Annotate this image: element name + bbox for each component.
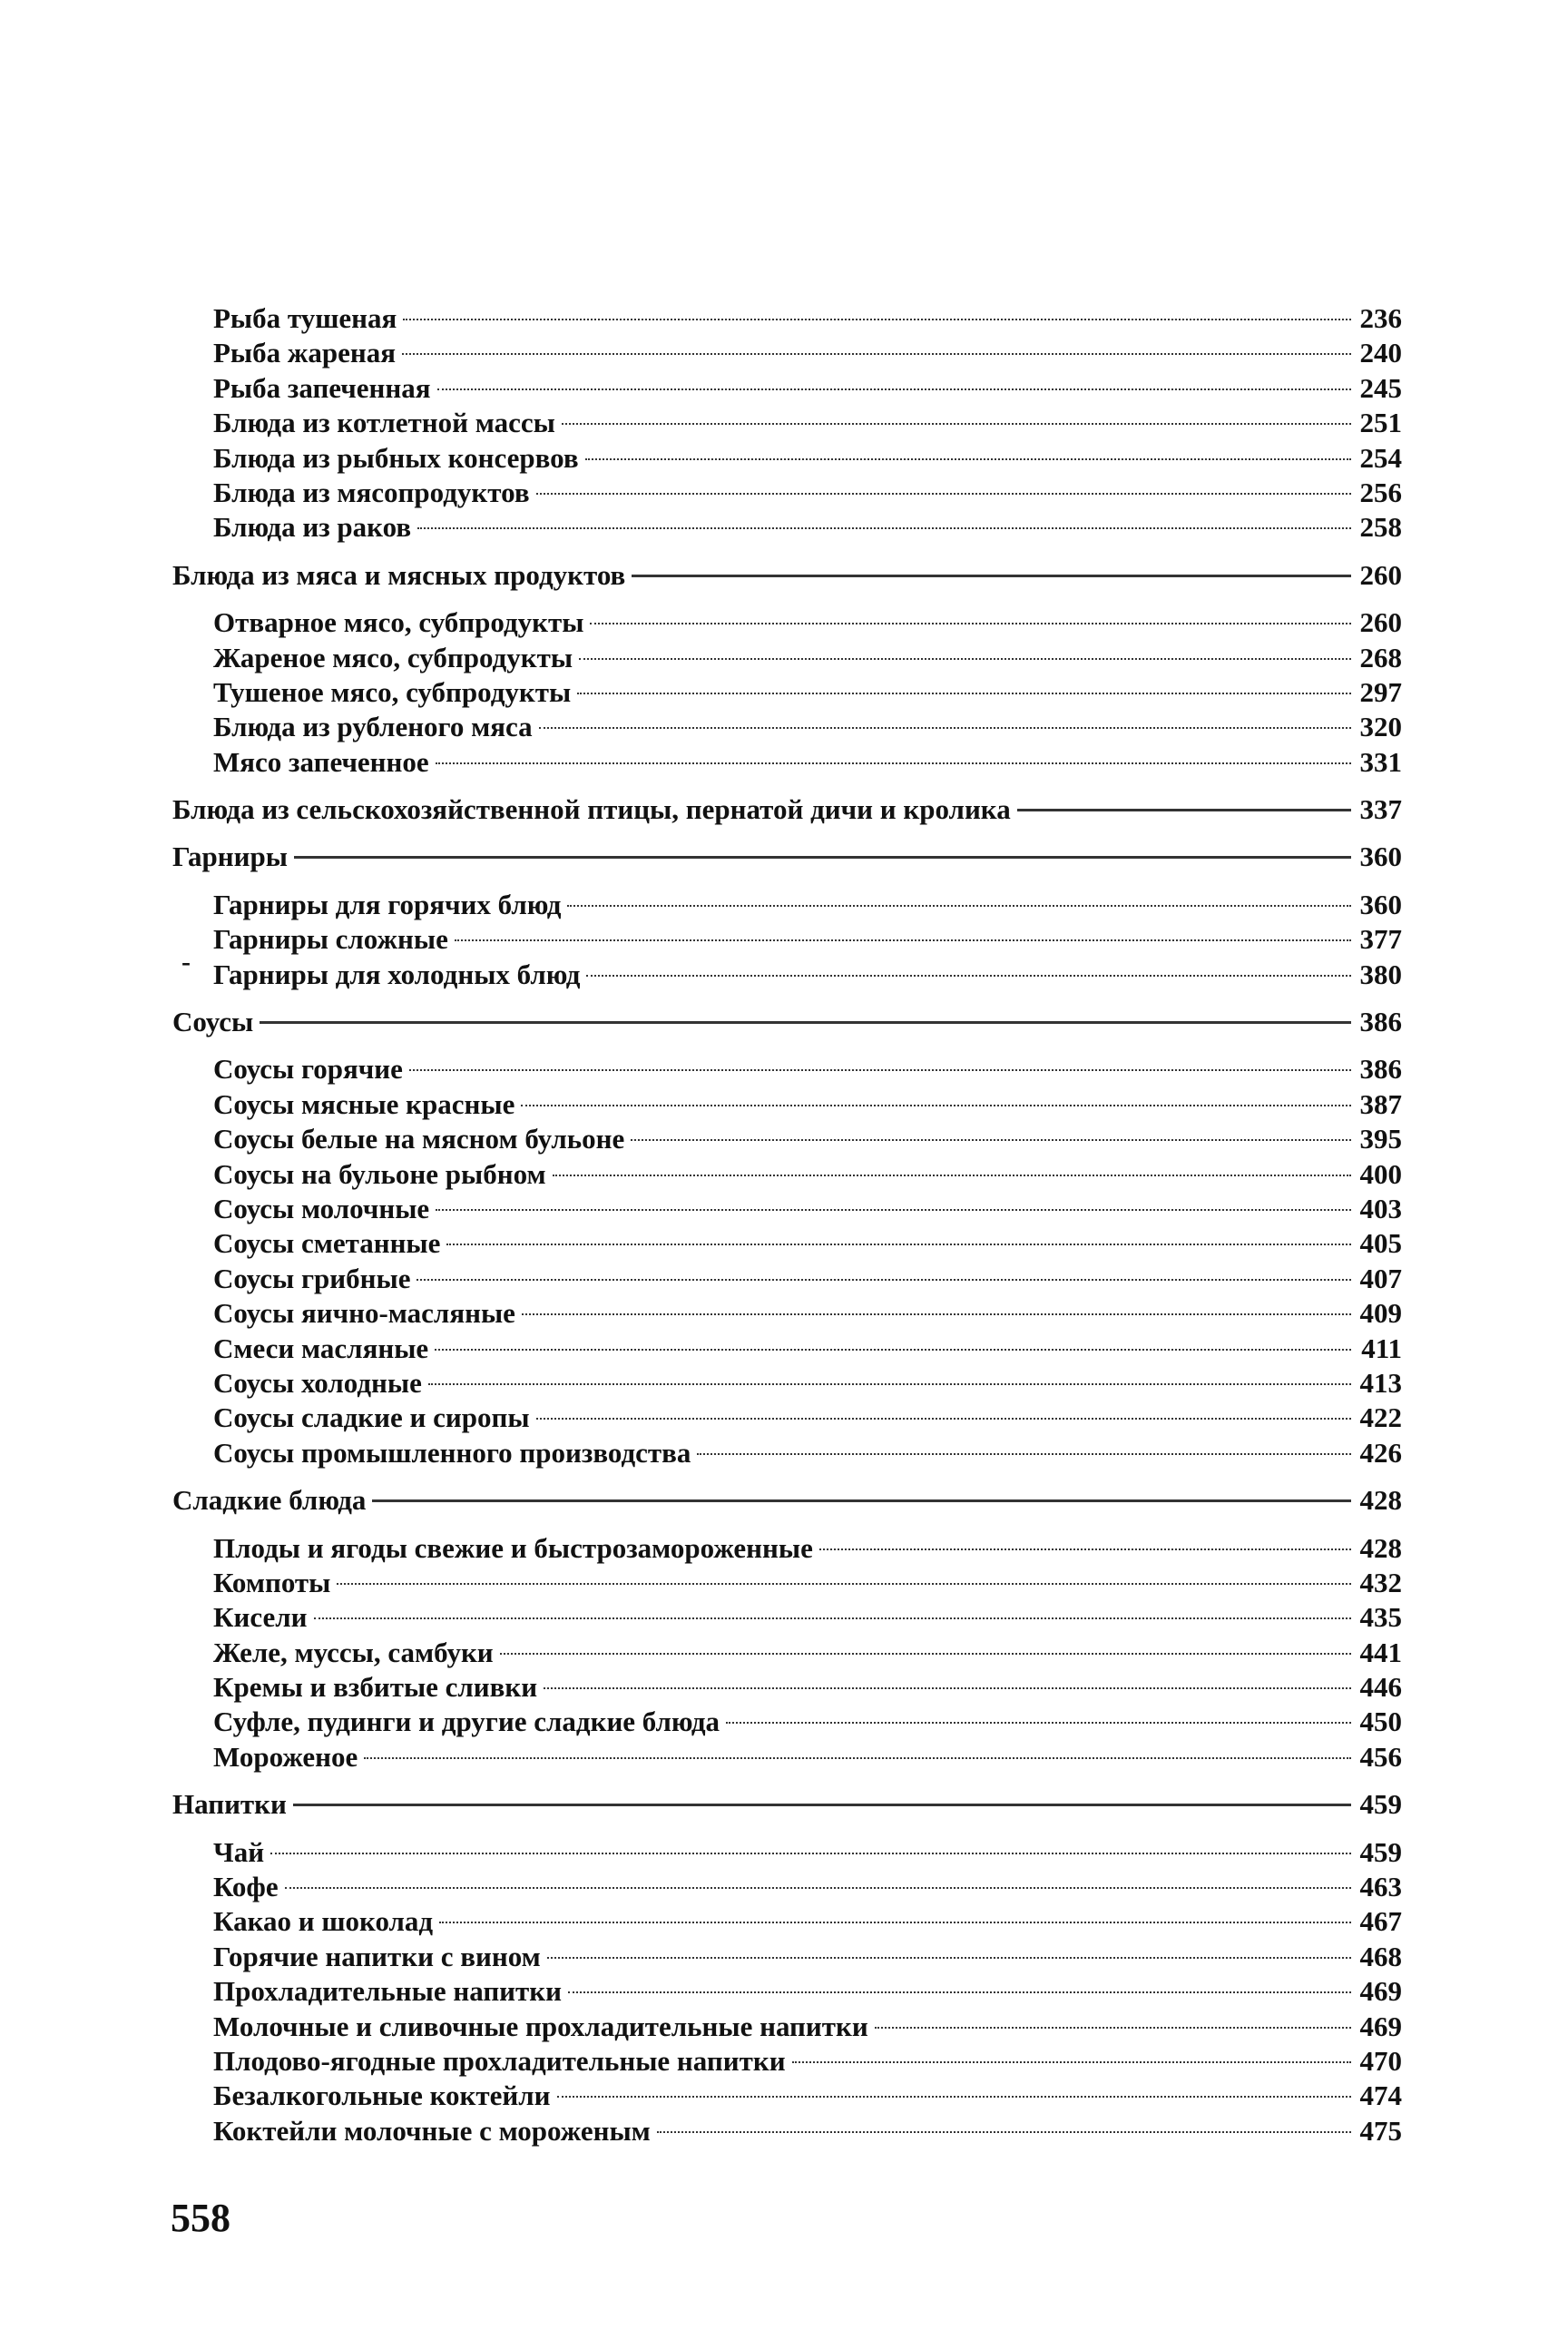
toc-section-entry xyxy=(172,1787,1402,1822)
toc-entry-title: Безалкогольные коктейли xyxy=(213,2079,551,2112)
toc-subsection-entry xyxy=(172,1436,1402,1470)
toc-entry-page: 260 xyxy=(1359,558,1402,591)
toc-entry-title: Соусы грибные xyxy=(213,1262,411,1294)
dot-leader xyxy=(293,1804,1351,1806)
dot-leader xyxy=(792,2061,1351,2063)
dot-leader xyxy=(536,1418,1351,1420)
toc-entry-title: Гарниры для горячих блюд xyxy=(213,888,562,920)
toc-subsection-entry xyxy=(172,2079,1402,2113)
dot-leader xyxy=(632,575,1351,577)
toc-entry-title: Прохладительные напитки xyxy=(213,1975,562,2008)
toc-subsection-entry xyxy=(172,1052,1402,1086)
toc-entry-page: 470 xyxy=(1359,2044,1402,2077)
toc-entry-title: Отварное мясо, субпродукты xyxy=(213,606,584,639)
toc-subsection-entry xyxy=(172,888,1402,922)
toc-entry-title: Соусы сметанные xyxy=(213,1227,441,1260)
dot-leader xyxy=(294,856,1351,859)
toc-entry-title: Напитки xyxy=(172,1788,287,1821)
dot-leader xyxy=(697,1453,1351,1455)
toc-entry-title: Коктейли молочные с мороженым xyxy=(213,2114,651,2147)
toc-entry-title: Блюда из сельскохозяйственной птицы, пернатой дичи и кролика xyxy=(172,793,1011,826)
toc-entry-page: 360 xyxy=(1359,888,1402,920)
toc-entry-page: 337 xyxy=(1359,793,1402,826)
dot-leader xyxy=(446,1244,1351,1245)
dot-leader xyxy=(819,1548,1351,1550)
toc-subsection-entry xyxy=(172,1740,1402,1775)
toc-section-entry xyxy=(172,1483,1402,1518)
dot-leader xyxy=(1017,809,1351,811)
toc-entry-title: Суфле, пудинги и другие сладкие блюда xyxy=(213,1706,720,1738)
dot-leader xyxy=(436,1209,1351,1211)
toc-entry-title: Соусы белые на мясном бульоне xyxy=(213,1123,625,1155)
dot-leader xyxy=(547,1957,1351,1959)
toc-entry-title: Тушеное мясо, субпродукты xyxy=(213,675,572,708)
dot-leader xyxy=(439,1922,1351,1923)
toc-entry-page: 456 xyxy=(1359,1740,1402,1773)
toc-entry-page: 446 xyxy=(1359,1671,1402,1704)
toc-entry-page: 432 xyxy=(1359,1566,1402,1598)
dot-leader xyxy=(586,975,1351,977)
toc-entry-page: 474 xyxy=(1359,2079,1402,2112)
table-of-contents xyxy=(172,301,1402,2148)
toc-entry-page: 360 xyxy=(1359,841,1402,873)
toc-subsection-entry xyxy=(172,1262,1402,1296)
toc-subsection-entry xyxy=(172,510,1402,545)
toc-entry-page: 435 xyxy=(1359,1601,1402,1634)
toc-entry-title: Блюда из раков xyxy=(213,511,412,544)
toc-subsection-entry xyxy=(172,476,1402,510)
toc-entry-page: 441 xyxy=(1359,1636,1402,1668)
dot-leader xyxy=(285,1887,1351,1889)
toc-entry-page: 256 xyxy=(1359,476,1402,508)
toc-entry-title: Блюда из рубленого мяса xyxy=(213,711,533,743)
toc-entry-page: 380 xyxy=(1359,958,1402,990)
dot-leader xyxy=(585,458,1351,460)
toc-entry-page: 459 xyxy=(1359,1788,1402,1821)
toc-entry-title: Кофе xyxy=(213,1871,279,1903)
toc-entry-page: 422 xyxy=(1359,1401,1402,1434)
toc-subsection-entry xyxy=(172,710,1402,744)
toc-entry-page: 240 xyxy=(1359,337,1402,369)
toc-entry-page: 411 xyxy=(1361,1332,1402,1364)
toc-entry-title: Мороженое xyxy=(213,1740,358,1773)
toc-subsection-entry xyxy=(172,371,1402,406)
dot-leader xyxy=(539,727,1351,729)
toc-entry-title: Соусы xyxy=(172,1006,254,1038)
dot-leader xyxy=(403,319,1351,320)
dot-leader xyxy=(417,527,1351,529)
toc-entry-page: 320 xyxy=(1359,711,1402,743)
toc-entry-title: Горячие напитки с вином xyxy=(213,1940,541,1972)
toc-entry-title: Соусы промышленного производства xyxy=(213,1436,691,1469)
toc-subsection-entry xyxy=(172,336,1402,370)
toc-section-entry xyxy=(172,792,1402,827)
toc-entry-title: Гарниры xyxy=(172,841,288,873)
toc-entry-title: Кисели xyxy=(213,1601,308,1634)
toc-subsection-entry xyxy=(172,1122,1402,1156)
toc-section-entry xyxy=(172,1005,1402,1039)
toc-entry-page: 409 xyxy=(1359,1297,1402,1330)
toc-entry-title: Соусы холодные xyxy=(213,1366,422,1399)
toc-subsection-entry xyxy=(172,1670,1402,1705)
toc-entry-title: Плодово-ягодные прохладительные напитки xyxy=(213,2044,786,2077)
toc-entry-page: 459 xyxy=(1359,1835,1402,1868)
toc-subsection-entry xyxy=(172,922,1402,957)
toc-entry-page: 251 xyxy=(1359,407,1402,439)
toc-entry-page: 245 xyxy=(1359,371,1402,404)
toc-entry-page: 475 xyxy=(1359,2114,1402,2147)
toc-subsection-entry xyxy=(172,406,1402,440)
toc-entry-title: Соусы на бульоне рыбном xyxy=(213,1157,546,1190)
page-number: 558 xyxy=(171,2196,230,2240)
toc-subsection-entry xyxy=(172,1366,1402,1401)
dot-leader xyxy=(402,353,1351,355)
toc-subsection-entry xyxy=(172,1296,1402,1331)
toc-subsection-entry xyxy=(172,1870,1402,1904)
dot-leader xyxy=(416,1279,1351,1281)
toc-entry-page: 377 xyxy=(1359,923,1402,956)
toc-entry-title: Мясо запеченное xyxy=(213,745,429,778)
dot-leader xyxy=(577,693,1351,694)
toc-entry-title: Рыба запеченная xyxy=(213,371,431,404)
toc-entry-page: 268 xyxy=(1359,641,1402,673)
dot-leader xyxy=(260,1021,1351,1024)
margin-mark: - xyxy=(181,947,191,977)
toc-entry-title: Соусы горячие xyxy=(213,1053,403,1086)
dot-leader xyxy=(536,493,1351,495)
toc-entry-title: Плоды и ягоды свежие и быстрозамороженные xyxy=(213,1531,813,1564)
toc-entry-title: Жареное мясо, субпродукты xyxy=(213,641,573,673)
dot-leader xyxy=(314,1617,1352,1619)
toc-entry-title: Смеси масляные xyxy=(213,1332,429,1364)
toc-entry-title: Рыба тушеная xyxy=(213,302,397,334)
toc-subsection-entry xyxy=(172,301,1402,336)
toc-entry-title: Чай xyxy=(213,1835,265,1868)
dot-leader xyxy=(337,1583,1351,1585)
toc-entry-page: 469 xyxy=(1359,1975,1402,2008)
dot-leader xyxy=(435,1349,1351,1351)
toc-entry-page: 386 xyxy=(1359,1006,1402,1038)
dot-leader xyxy=(521,1105,1351,1106)
toc-subsection-entry xyxy=(172,675,1402,710)
toc-subsection-entry xyxy=(172,1401,1402,1435)
toc-entry-title: Блюда из мяса и мясных продуктов xyxy=(172,558,626,591)
dot-leader xyxy=(437,388,1351,390)
toc-entry-page: 426 xyxy=(1359,1436,1402,1469)
toc-entry-title: Сладкие блюда xyxy=(172,1484,367,1517)
dot-leader xyxy=(500,1653,1351,1655)
dot-leader xyxy=(455,939,1351,941)
toc-subsection-entry xyxy=(172,641,1402,675)
toc-entry-page: 428 xyxy=(1359,1484,1402,1517)
toc-entry-title: Соусы молочные xyxy=(213,1192,430,1224)
toc-entry-page: 450 xyxy=(1359,1706,1402,1738)
dot-leader xyxy=(579,658,1351,660)
dot-leader xyxy=(567,905,1351,907)
dot-leader xyxy=(562,423,1351,425)
toc-entry-title: Компоты xyxy=(213,1566,331,1598)
toc-entry-title: Гарниры для холодных блюд xyxy=(213,958,581,990)
toc-entry-page: 413 xyxy=(1359,1366,1402,1399)
toc-subsection-entry xyxy=(172,441,1402,476)
toc-section-entry xyxy=(172,840,1402,874)
toc-subsection-entry xyxy=(172,1904,1402,1939)
dot-leader xyxy=(436,762,1351,764)
toc-subsection-entry xyxy=(172,745,1402,780)
toc-subsection-entry xyxy=(172,2044,1402,2079)
toc-subsection-entry xyxy=(172,1531,1402,1566)
dot-leader xyxy=(522,1313,1351,1315)
toc-entry-title: Соусы яично-масляные xyxy=(213,1297,515,1330)
toc-entry-title: Блюда из рыбных консервов xyxy=(213,441,579,474)
dot-leader xyxy=(657,2131,1351,2133)
toc-subsection-entry xyxy=(172,1636,1402,1670)
toc-subsection-entry xyxy=(172,1600,1402,1635)
toc-entry-page: 387 xyxy=(1359,1087,1402,1120)
toc-entry-title: Какао и шоколад xyxy=(213,1905,434,1938)
dot-leader xyxy=(372,1499,1351,1502)
toc-entry-page: 428 xyxy=(1359,1531,1402,1564)
toc-subsection-entry xyxy=(172,1332,1402,1366)
toc-subsection-entry xyxy=(172,1835,1402,1870)
toc-subsection-entry xyxy=(172,1566,1402,1600)
dot-leader xyxy=(631,1139,1351,1141)
toc-subsection-entry xyxy=(172,1940,1402,1974)
toc-entry-page: 236 xyxy=(1359,302,1402,334)
toc-subsection-entry xyxy=(172,1192,1402,1226)
dot-leader xyxy=(364,1757,1351,1759)
toc-subsection-entry xyxy=(172,1087,1402,1122)
toc-subsection-entry xyxy=(172,2114,1402,2148)
toc-subsection-entry xyxy=(172,958,1402,992)
toc-entry-title: Соусы сладкие и сиропы xyxy=(213,1401,530,1434)
dot-leader xyxy=(270,1853,1351,1854)
toc-entry-title: Гарниры сложные xyxy=(213,923,448,956)
toc-subsection-entry xyxy=(172,1974,1402,2009)
toc-subsection-entry xyxy=(172,1705,1402,1739)
toc-entry-page: 400 xyxy=(1359,1157,1402,1190)
toc-entry-page: 403 xyxy=(1359,1192,1402,1224)
toc-section-entry xyxy=(172,558,1402,593)
toc-entry-title: Желе, муссы, самбуки xyxy=(213,1636,494,1668)
dot-leader xyxy=(544,1687,1351,1689)
dot-leader xyxy=(553,1175,1351,1176)
toc-entry-page: 254 xyxy=(1359,441,1402,474)
toc-entry-page: 468 xyxy=(1359,1940,1402,1972)
toc-entry-title: Блюда из мясопродуктов xyxy=(213,476,530,508)
toc-entry-page: 407 xyxy=(1359,1262,1402,1294)
toc-entry-page: 297 xyxy=(1359,675,1402,708)
toc-entry-page: 395 xyxy=(1359,1123,1402,1155)
toc-entry-page: 463 xyxy=(1359,1871,1402,1903)
dot-leader xyxy=(726,1722,1351,1724)
toc-entry-page: 405 xyxy=(1359,1227,1402,1260)
toc-entry-page: 258 xyxy=(1359,511,1402,544)
toc-entry-title: Соусы мясные красные xyxy=(213,1087,515,1120)
toc-entry-page: 469 xyxy=(1359,2010,1402,2042)
dot-leader xyxy=(409,1069,1351,1071)
toc-entry-title: Молочные и сливочные прохладительные напитки xyxy=(213,2010,868,2042)
dot-leader xyxy=(875,2027,1351,2029)
dot-leader xyxy=(590,623,1351,624)
dot-leader xyxy=(557,2096,1351,2098)
toc-entry-page: 386 xyxy=(1359,1053,1402,1086)
toc-subsection-entry xyxy=(172,605,1402,640)
toc-entry-title: Блюда из котлетной массы xyxy=(213,407,555,439)
toc-entry-page: 467 xyxy=(1359,1905,1402,1938)
toc-subsection-entry xyxy=(172,1226,1402,1261)
toc-entry-title: Кремы и взбитые сливки xyxy=(213,1671,538,1704)
toc-entry-title: Рыба жареная xyxy=(213,337,397,369)
dot-leader xyxy=(428,1383,1351,1385)
toc-subsection-entry xyxy=(172,1157,1402,1192)
dot-leader xyxy=(568,1991,1351,1993)
toc-entry-page: 260 xyxy=(1359,606,1402,639)
toc-subsection-entry xyxy=(172,2010,1402,2044)
toc-entry-page: 331 xyxy=(1359,745,1402,778)
